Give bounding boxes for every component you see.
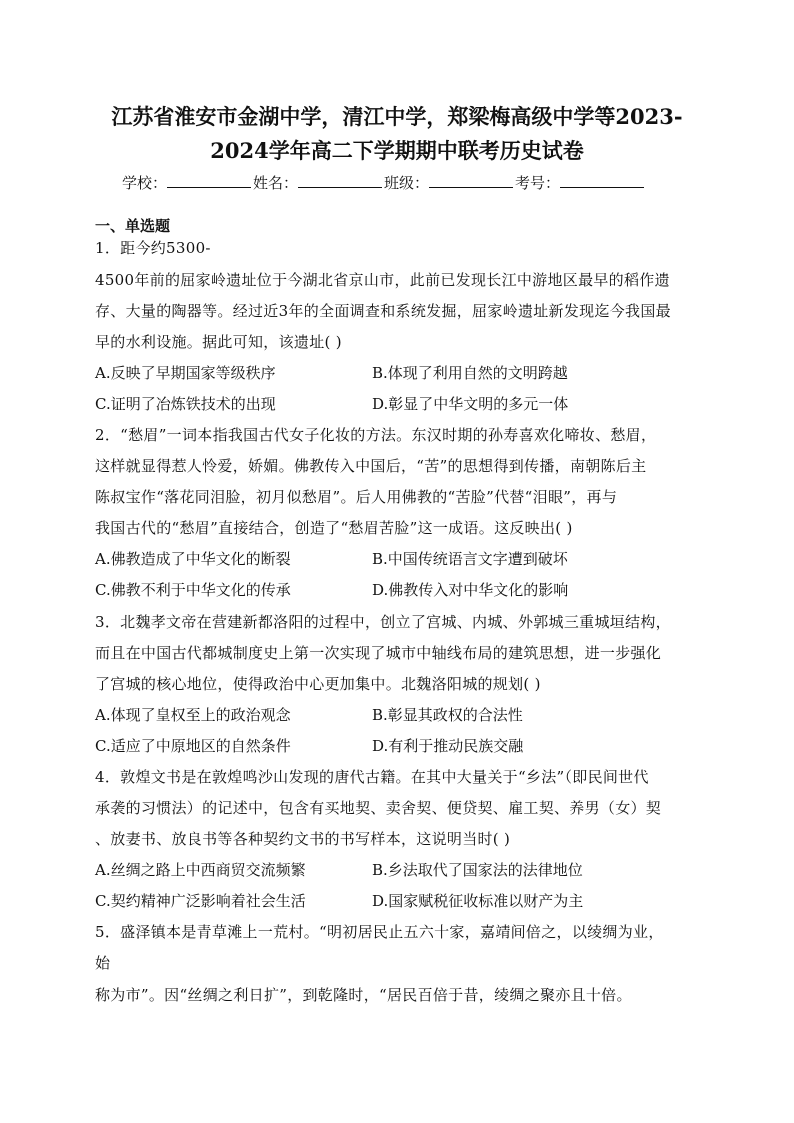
exam-title-line-2: 2024学年高二下学期期中联考历史试卷: [210, 138, 584, 163]
class-blank: [429, 172, 513, 188]
student-info-row: [122, 172, 644, 193]
question-2-option-b: B.中国传统语言文字遭到破坏: [372, 550, 568, 568]
question-4-line-2: 承袭的习惯法）的记述中，包含有买地契、卖舍契、便贷契、雇工契、养男（女）契: [95, 799, 662, 817]
question-5-line-3: 称为市”。因“丝绸之利日扩”，到乾隆时，“居民百倍于昔，绫绸之聚亦且十倍。: [95, 986, 632, 1004]
question-3-option-d: D.有利于推动民族交融: [372, 737, 524, 755]
question-4-line-3: 、放妻书、放良书等各种契约文书的书写样本，这说明当时( ): [95, 830, 511, 848]
question-1-line-2: 4500年前的屈家岭遗址位于今湖北省京山市，此前已发现长江中游地区最早的稻作遗: [95, 271, 670, 289]
question-4-option-d: D.国家赋税征收标准以财产为主: [372, 892, 584, 910]
question-4-option-b: B.乡法取代了国家法的法律地位: [372, 861, 583, 879]
question-1-option-a: A.反映了早期国家等级秩序: [95, 364, 276, 382]
class-label: 班级：: [384, 174, 430, 192]
question-4-option-c: C.契约精神广泛影响着社会生活: [95, 892, 306, 910]
question-2-line-2: 这样就显得惹人怜爱，娇媚。佛教传入中国后，“苦”的思想得到传播，南朝陈后主: [95, 457, 647, 475]
question-1-line-4: 早的水利设施。据此可知，该遗址( ): [95, 333, 342, 351]
question-1-option-b: B.体现了利用自然的文明跨越: [372, 364, 568, 382]
question-4-option-a: A.丝绸之路上中西商贸交流频繁: [95, 861, 306, 879]
question-2-option-c: C.佛教不利于中华文化的传承: [95, 581, 291, 599]
question-2-line-1: 2．“愁眉”一词本指我国古代女子化妆的方法。东汉时期的孙寿喜欢化啼妆、愁眉，: [95, 426, 657, 444]
question-3-option-c: C.适应了中原地区的自然条件: [95, 737, 291, 755]
question-2-line-3: 陈叔宝作“落花同泪脸，初月似愁眉”。后人用佛教的“苦脸”代替“泪眼”，再与: [95, 488, 618, 506]
school-label: 学校：: [122, 174, 168, 192]
question-2-option-a: A.佛教造成了中华文化的断裂: [95, 550, 291, 568]
question-1-line-3: 存、大量的陶器等。经过近3年的全面调查和系统发掘，屈家岭遗址新发现迄今我国最: [95, 302, 671, 320]
id-blank: [560, 172, 644, 188]
id-label: 考号：: [515, 174, 561, 192]
question-1-option-c: C.证明了冶炼铁技术的出现: [95, 395, 276, 413]
name-blank: [298, 172, 382, 188]
question-1-line-1: 1．距今约5300-: [95, 239, 211, 257]
name-label: 姓名：: [253, 174, 299, 192]
school-blank: [167, 172, 251, 188]
question-3-option-a: A.体现了皇权至上的政治观念: [95, 706, 291, 724]
question-3-line-3: 了宫城的核心地位，使得政治中心更加集中。北魏洛阳城的规划( ): [95, 675, 541, 693]
question-5-line-2: 始: [95, 954, 111, 972]
question-3-option-b: B.彰显其政权的合法性: [372, 706, 523, 724]
question-3-line-2: 而且在中国古代都城制度史上第一次实现了城市中轴线布局的建筑思想，进一步强化: [95, 644, 662, 662]
question-2-line-4: 我国古代的“愁眉”直接结合，创造了“愁眉苦脸”这一成语。这反映出( ): [95, 519, 573, 537]
question-4-line-1: 4．敦煌文书是在敦煌鸣沙山发现的唐代古籍。在其中大量关于“乡法”（即民间世代: [95, 768, 649, 786]
exam-title-line-1: 江苏省淮安市金湖中学，清江中学，郑梁梅高级中学等2023-: [111, 104, 683, 129]
question-3-line-1: 3．北魏孝文帝在营建新都洛阳的过程中，创立了宫城、内城、外郭城三重城垣结构，: [95, 613, 671, 631]
question-1-option-d: D.彰显了中华文明的多元一体: [372, 395, 569, 413]
section-heading: 一、单选题: [95, 217, 171, 235]
question-5-line-1: 5．盛泽镇本是青草滩上一荒村。“明初居民止五六十家，嘉靖间倍之，以绫绸为业，: [95, 923, 664, 941]
question-2-option-d: D.佛教传入对中华文化的影响: [372, 581, 569, 599]
